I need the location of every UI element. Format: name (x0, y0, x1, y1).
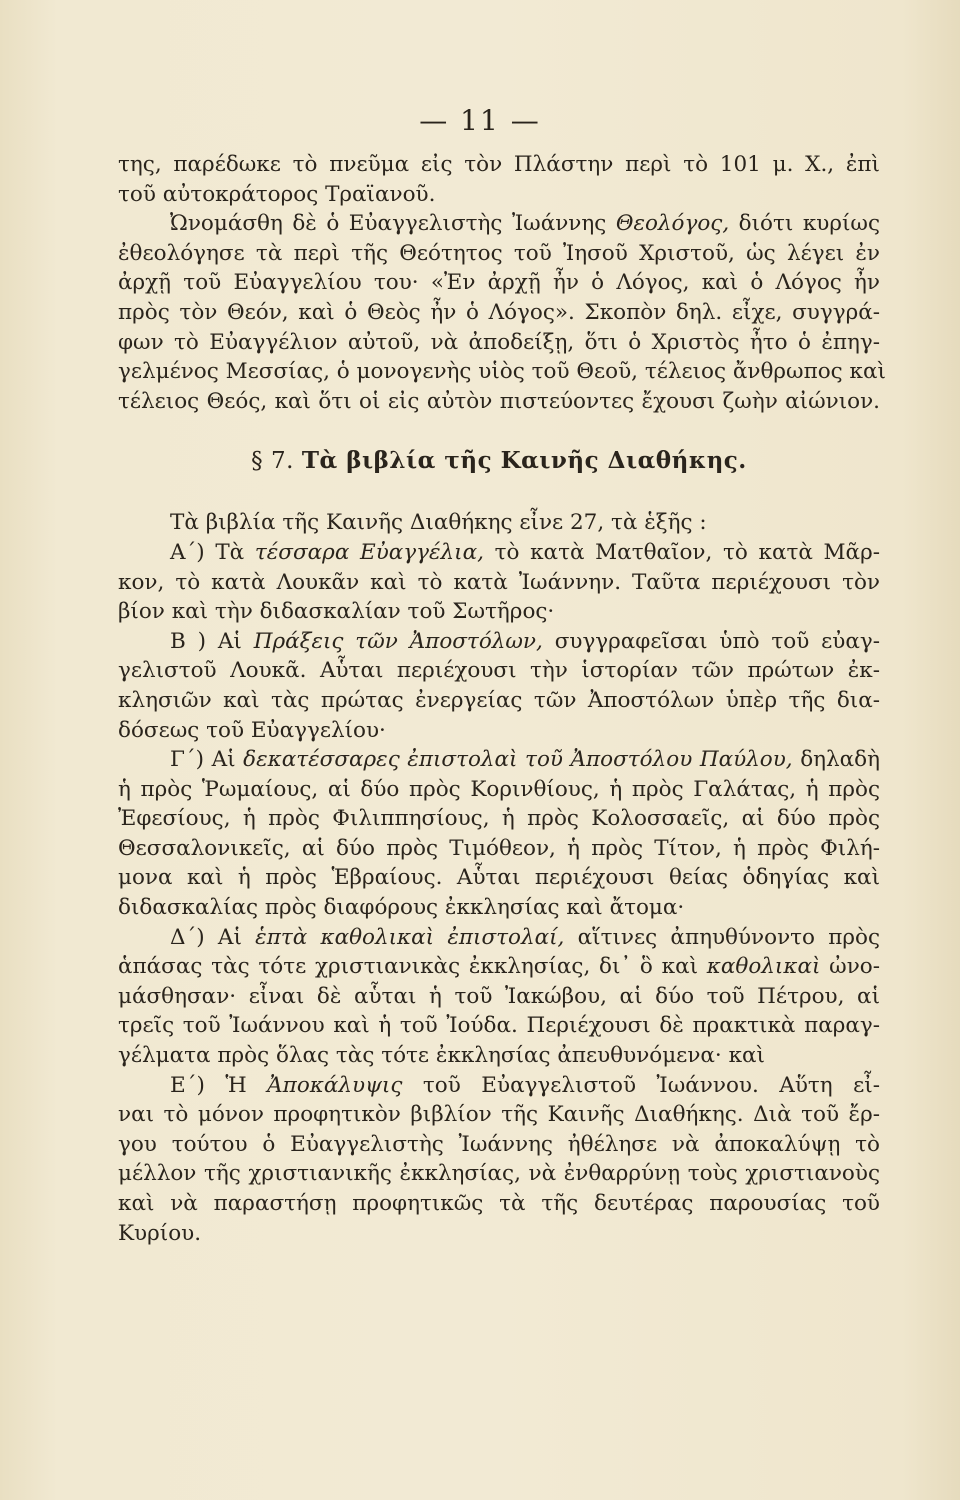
text-line: τέλειος Θεός, καὶ ὅτι οἱ εἰς αὐτὸν πιστεύοντες ἔχουσι ζωὴν αἰώνιον. (118, 388, 880, 414)
text-line: κον, τὸ κατὰ Λουκᾶν καὶ τὸ κατὰ Ἰωάννην. Ταῦτα περιέχουσι τὸν (118, 569, 880, 595)
text-line: Γ΄) Αἱ δεκατέσσαρες ἐπιστολαὶ τοῦ Ἀποστόλου Παύλου, δηλαδὴ (170, 747, 880, 773)
text-line: γέλματα πρὸς ὅλας τὰς τότε ἐκκλησίας ἀπευθυνόμενα· καὶ (118, 1043, 765, 1069)
text-line: γελμένος Μεσσίας, ὁ μονογενὴς υἱὸς τοῦ Θεοῦ, τέλειος ἄνθρωπος καὶ (118, 359, 886, 385)
text-line: Δ΄) Αἱ ἑπτὰ καθολικαὶ ἐπιστολαί, αἵτινες ἀπηυθύνοντο πρὸς (170, 924, 880, 950)
text-line: φων τὸ Εὐαγγέλιον αὐτοῦ, νὰ ἀποδείξῃ, ὅτι ὁ Χριστὸς ἦτο ὁ ἐπηγ- (118, 329, 880, 355)
text-line: γου τούτου ὁ Εὐαγγελιστὴς Ἰωάννης ἠθέλησε νὰ ἀποκαλύψῃ τὸ (118, 1131, 880, 1157)
text-line: Ε΄) Ἡ Ἀποκάλυψις τοῦ Εὐαγγελιστοῦ Ἰωάννου. Αὕτη εἶ- (170, 1072, 880, 1098)
text-line: ἀρχῇ τοῦ Εὐαγγελίου του· «Ἐν ἀρχῇ ἦν ὁ Λόγος, καὶ ὁ Λόγος ἦν (118, 270, 880, 296)
text-line: ἁπάσας τὰς τότε χριστιανικὰς ἐκκλησίας, δι᾽ ὃ καὶ καθολικαὶ ὠνο- (118, 954, 880, 980)
text-line: Τὰ βιβλία τῆς Καινῆς Διαθήκης εἶνε 27, τὰ ἑξῆς : (170, 510, 707, 536)
text-line: Β ) Αἱ Πράξεις τῶν Ἀποστόλων, συγγραφεῖσαι ὑπὸ τοῦ εὐαγ- (170, 628, 880, 654)
text-line: τρεῖς τοῦ Ἰωάννου καὶ ἡ τοῦ Ἰούδα. Περιέχουσι δὲ πρακτικὰ παραγ- (118, 1013, 880, 1039)
text-line: διδασκαλίας πρὸς διαφόρους ἐκκλησίας καὶ ἄτομα· (118, 895, 685, 921)
section-number: § 7. (251, 448, 294, 475)
text-line: κλησιῶν καὶ τὰς πρώτας ἐνεργείας τῶν Ἀποστόλων ὑπὲρ τῆς δια- (118, 687, 880, 713)
section-title: Τὰ βιβλία τῆς Καινῆς Διαθήκης. (301, 447, 747, 475)
text-line: της, παρέδωκε τὸ πνεῦμα εἰς τὸν Πλάστην περὶ τὸ 101 μ. Χ., ἐπὶ (118, 152, 880, 177)
text-line: πρὸς τὸν Θεόν, καὶ ὁ Θεὸς ἦν ὁ Λόγος». Σκοπὸν δηλ. εἶχε, συγγρά- (118, 299, 880, 325)
text-line: ἐθεολόγησε τὰ περὶ τῆς Θεότητος τοῦ Ἰησοῦ Χριστοῦ, ὡς λέγει ἐν (118, 240, 880, 266)
text-line: Ὠνομάσθη δὲ ὁ Εὐαγγελιστὴς Ἰωάννης Θεολόγος, διότι κυρίως (170, 211, 880, 237)
text-line: ναι τὸ μόνον προφητικὸν βιβλίον τῆς Καινῆς Διαθήκης. Διὰ τοῦ ἔρ- (118, 1102, 880, 1128)
text-line: δόσεως τοῦ Εὐαγγελίου· (118, 717, 386, 743)
page-text (118, 150, 886, 1248)
text-line: ἡ πρὸς Ῥωμαίους, αἱ δύο πρὸς Κορινθίους, ἡ πρὸς Γαλάτας, ἡ πρὸς (118, 776, 880, 802)
text-line: Κυρίου. (118, 1220, 202, 1246)
text-line: βίον καὶ τὴν διδασκαλίαν τοῦ Σωτῆρος· (118, 599, 555, 625)
text-line: Α΄) Τὰ τέσσαρα Εὐαγγέλια, τὸ κατὰ Ματθαῖον, τὸ κατὰ Μᾶρ- (170, 539, 880, 565)
text-line: τοῦ αὐτοκράτορος Τραϊανοῦ. (118, 181, 436, 207)
text-line: μέλλον τῆς χριστιανικῆς ἐκκλησίας, νὰ ἐνθαρρύνῃ τοὺς χριστιανοὺς (118, 1161, 880, 1187)
text-line: καὶ νὰ παραστήσῃ προφητικῶς τὰ τῆς δευτέρας παρουσίας τοῦ (118, 1191, 880, 1216)
text-line: Θεσσαλονικεῖς, αἱ δύο πρὸς Τιμόθεον, ἡ πρὸς Τίτον, ἡ πρὸς Φιλή- (118, 835, 880, 861)
text-line: μονα καὶ ἡ πρὸς Ἑβραίους. Αὗται περιέχουσι θείας ὁδηγίας καὶ (118, 865, 880, 891)
section-heading (118, 436, 880, 486)
text-line: γελιστοῦ Λουκᾶ. Αὗται περιέχουσι τὴν ἱστορίαν τῶν πρώτων ἐκ- (118, 658, 880, 684)
text-line: Ἐφεσίους, ἡ πρὸς Φιλιππησίους, ἡ πρὸς Κολοσσαεῖς, αἱ δύο πρὸς (118, 806, 880, 832)
page-number: — 11 — (419, 104, 541, 137)
text-line: μάσθησαν· εἶναι δὲ αὗται ἡ τοῦ Ἰακώβου, αἱ δύο τοῦ Πέτρου, αἱ (118, 983, 880, 1009)
